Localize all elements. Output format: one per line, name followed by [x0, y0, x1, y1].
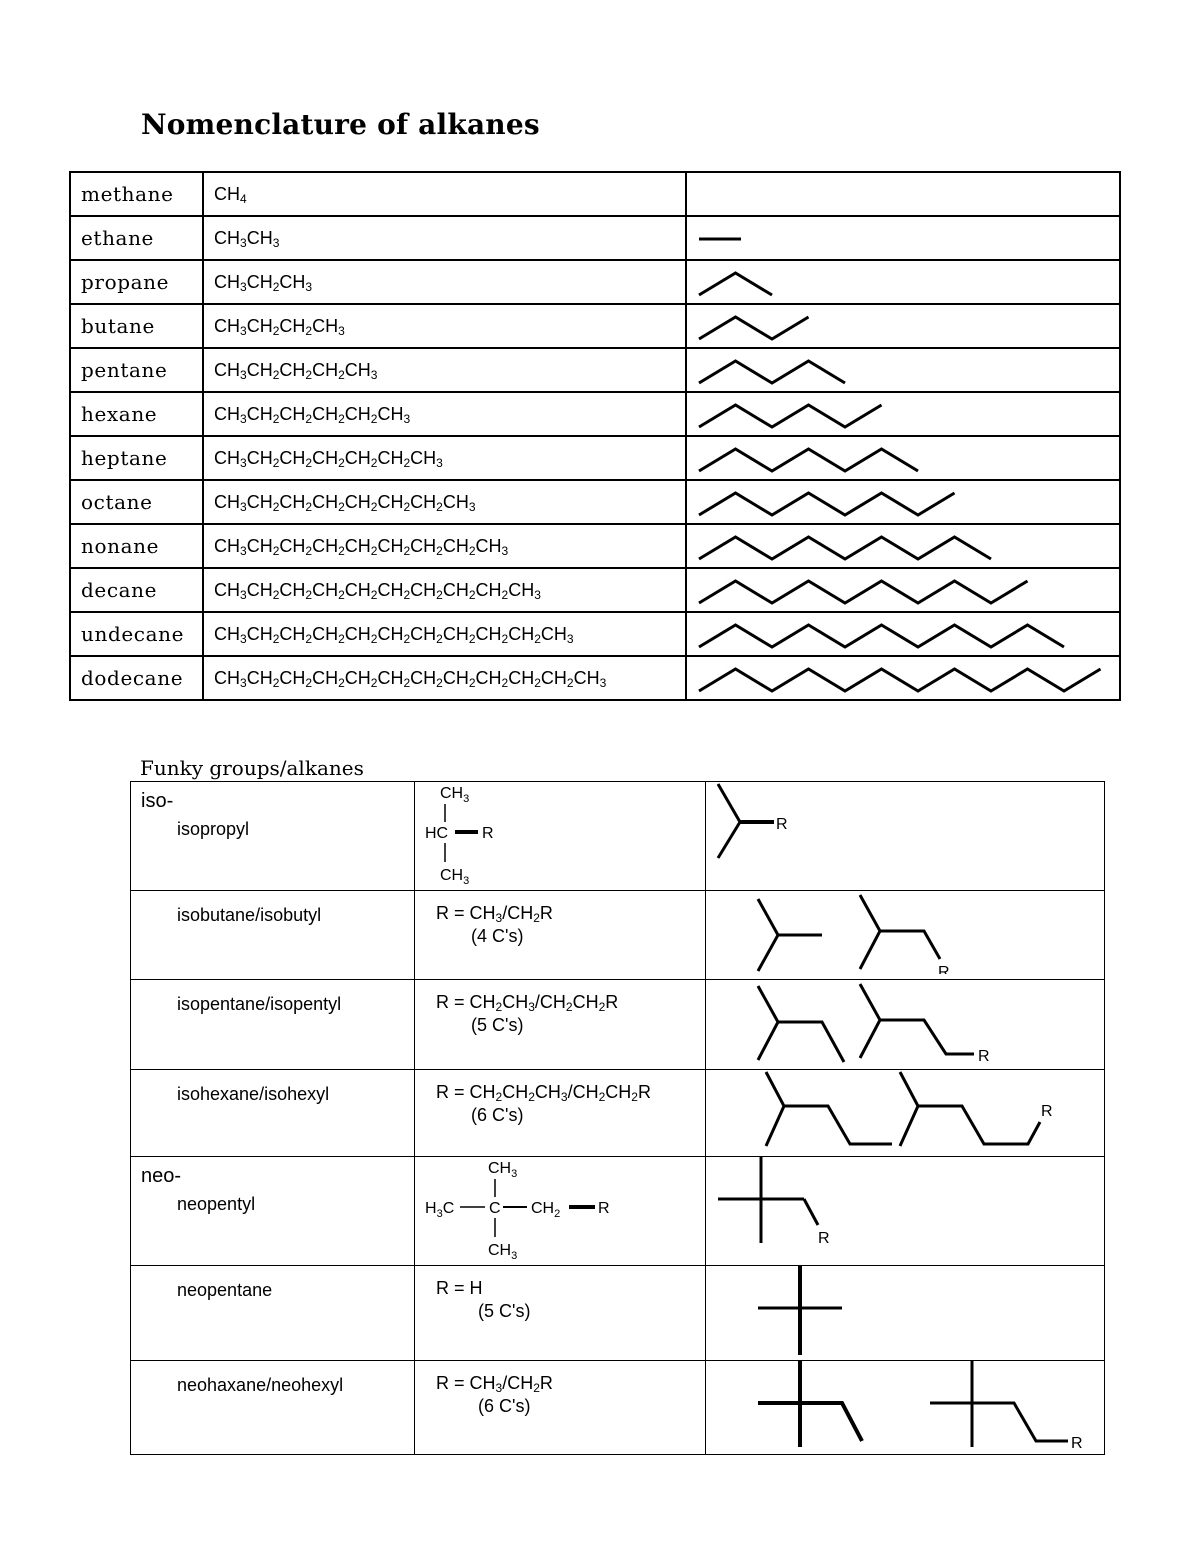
bond-line	[860, 984, 880, 1058]
skeletal-structure-cell	[686, 172, 1120, 216]
table-row	[131, 891, 1105, 980]
skeletal-structure	[687, 437, 1119, 479]
skeletal-structure	[687, 657, 1119, 699]
alkane-name: octane	[70, 480, 203, 524]
table-row	[131, 1361, 1105, 1455]
bond-line	[758, 986, 778, 1060]
skeletal-structure	[687, 613, 1119, 655]
skeletal-structure	[687, 481, 1119, 523]
skeletal-structure	[687, 393, 1119, 435]
skeletal-structure	[687, 261, 1119, 303]
condensed-formula: $CH_3CH_2CH_2CH_2CH_2CH_2CH_2CH_2CH_2CH_2CH_2CH_3$	[203, 656, 686, 700]
skeletal-structure	[687, 525, 1119, 567]
carbon-count: (4 C's)	[471, 926, 524, 946]
condensed-formula: $CH_3CH_2CH_2CH_2CH_2CH_2CH_2CH_2CH_2CH_3$	[203, 568, 686, 612]
page-title: Nomenclature of alkanes	[141, 108, 540, 141]
skeletal-structure	[687, 569, 1119, 611]
alkane-table	[69, 171, 1121, 701]
r-formula: $R = CH_3/CH_2R$	[436, 1373, 553, 1395]
row-name: isopentane/isopentyl	[177, 994, 342, 1014]
bond-line	[758, 1403, 862, 1441]
hc-label: HC	[425, 825, 449, 842]
condensed-formula: $CH_3CH_2CH_2CH_2CH_2CH_2CH_3$	[203, 436, 686, 480]
row-name: isohexane/isohexyl	[177, 1084, 330, 1104]
r-label: R	[938, 964, 950, 974]
alkane-name: pentane	[70, 348, 203, 392]
neopentane-skeletal	[706, 1266, 1104, 1355]
neopentyl-condensed-structure	[415, 1157, 705, 1260]
skeletal-structure-cell	[686, 524, 1120, 568]
skeletal-structure	[687, 349, 1119, 391]
ch3-label: $CH_3$	[440, 867, 470, 885]
alkane-name: heptane	[70, 436, 203, 480]
carbon-count: (5 C's)	[478, 1301, 531, 1321]
row-name: neopentyl	[177, 1194, 256, 1214]
row-name: isobutane/isobutyl	[177, 905, 322, 925]
skeletal-structure-cell	[686, 656, 1120, 700]
skeletal-structure-cell	[686, 568, 1120, 612]
alkane-name: methane	[70, 172, 203, 216]
table-row	[131, 980, 1105, 1070]
r-label: R	[1041, 1103, 1053, 1120]
skeletal-structure-cell	[686, 260, 1120, 304]
bond-line	[918, 1106, 1040, 1144]
group-name-cell	[131, 782, 415, 891]
skeletal-structure-cell	[686, 304, 1120, 348]
skeletal-structure	[687, 305, 1119, 347]
table-row	[70, 392, 1120, 436]
condensed-formula: $CH_3CH_2CH_2CH_2CH_3$	[203, 348, 686, 392]
neopentyl-skeletal	[706, 1157, 1104, 1260]
r-formula: R = H	[436, 1278, 483, 1298]
isohexane-isohexyl-skeletal	[706, 1070, 1104, 1151]
condensed-formula: $CH_3CH_2CH_2CH_2CH_2CH_3$	[203, 392, 686, 436]
ch3-label: $CH_3$	[488, 1160, 518, 1180]
row-name: neopentane	[177, 1280, 273, 1300]
table-row	[70, 656, 1120, 700]
h3c-label: $H_3C$	[425, 1200, 455, 1220]
structure-cell	[415, 782, 706, 891]
carbon-chain-line	[699, 405, 882, 427]
carbon-chain-line	[699, 493, 955, 515]
ch2-label: $CH_2$	[531, 1200, 561, 1220]
isobutane-isobutyl-skeletal	[706, 891, 1104, 974]
condensed-formula: $CH_3CH_2CH_2CH_2CH_2CH_2CH_2CH_2CH_2CH_2CH_3$	[203, 612, 686, 656]
skeletal-structure-cell	[686, 348, 1120, 392]
carbon-chain-line	[699, 669, 1101, 691]
table-row	[70, 348, 1120, 392]
condensed-formula: $CH_3CH_2CH_3$	[203, 260, 686, 304]
table-row	[70, 480, 1120, 524]
carbon-chain-line	[699, 449, 918, 471]
skeletal-structure-cell	[686, 216, 1120, 260]
skeletal-structure-cell	[686, 612, 1120, 656]
carbon-count: (6 C's)	[478, 1396, 531, 1416]
neohexane-neohexyl-skeletal	[706, 1361, 1104, 1449]
r-formula: $R = CH_2CH_3/CH_2CH_2R$	[436, 992, 619, 1014]
condensed-formula: $CH_3CH_2CH_2CH_2CH_2CH_2CH_2CH_3$	[203, 480, 686, 524]
table-row	[70, 304, 1120, 348]
carbon-chain-line	[699, 581, 1028, 603]
table-row	[70, 436, 1120, 480]
table-row	[70, 568, 1120, 612]
alkane-name: dodecane	[70, 656, 203, 700]
alkane-name: undecane	[70, 612, 203, 656]
r-label: R	[598, 1200, 610, 1217]
r-label: R	[482, 825, 494, 842]
bond-line	[860, 895, 880, 969]
table-row	[70, 612, 1120, 656]
carbon-count: (5 C's)	[471, 1015, 524, 1035]
condensed-formula: $CH_3CH_3$	[203, 216, 686, 260]
bond-line	[778, 1022, 844, 1062]
alkane-name: butane	[70, 304, 203, 348]
skeletal-cell	[706, 782, 1105, 891]
r-label: R	[818, 1230, 830, 1247]
r-label: R	[776, 816, 788, 833]
table-row	[70, 260, 1120, 304]
bond-line	[880, 1020, 974, 1054]
r-formula: $R = CH_2CH_2CH_3/CH_2CH_2R$	[436, 1082, 651, 1104]
alkane-name: decane	[70, 568, 203, 612]
c-label: C	[489, 1200, 501, 1217]
bond-line	[766, 1072, 784, 1146]
table-row	[131, 1157, 1105, 1266]
isopropyl-skeletal	[706, 782, 1104, 885]
carbon-count: (6 C's)	[471, 1105, 524, 1125]
condensed-formula: $CH_3CH_2CH_2CH_3$	[203, 304, 686, 348]
table-row	[70, 216, 1120, 260]
alkane-name: nonane	[70, 524, 203, 568]
carbon-chain-line	[699, 361, 845, 383]
skeletal-structure-cell	[686, 392, 1120, 436]
row-name: isopropyl	[177, 819, 250, 839]
bond-line	[880, 931, 940, 959]
carbon-chain-line	[699, 317, 809, 339]
alkane-name: ethane	[70, 216, 203, 260]
iso-prefix-label: iso-	[141, 790, 174, 812]
skeletal-structure	[687, 173, 1119, 215]
neo-prefix-label: neo-	[141, 1165, 182, 1187]
funky-groups-table	[130, 781, 1105, 1455]
skeletal-structure-cell	[686, 436, 1120, 480]
ch3-label: $CH_3$	[440, 785, 470, 805]
carbon-chain-line	[699, 625, 1064, 647]
condensed-formula: $CH_3CH_2CH_2CH_2CH_2CH_2CH_2CH_2CH_3$	[203, 524, 686, 568]
bond-line	[804, 1199, 818, 1225]
carbon-chain-line	[699, 273, 772, 295]
carbon-chain-line	[699, 537, 991, 559]
r-label: R	[1071, 1435, 1083, 1449]
bond-line	[718, 784, 740, 858]
r-formula: $R = CH_3/CH_2R$	[436, 903, 553, 925]
row-name: neohaxane/neohexyl	[177, 1375, 344, 1395]
condensed-formula: $CH_4$	[203, 172, 686, 216]
table-row	[70, 172, 1120, 216]
r-label: R	[978, 1048, 990, 1064]
table-row	[70, 524, 1120, 568]
isopentane-isopentyl-skeletal	[706, 980, 1104, 1064]
alkane-name: propane	[70, 260, 203, 304]
isopropyl-condensed-structure	[415, 782, 705, 885]
bond-line	[784, 1106, 892, 1144]
bond-line	[930, 1403, 1068, 1441]
alkane-name: hexane	[70, 392, 203, 436]
funky-groups-heading: Funky groups/alkanes	[140, 756, 364, 780]
skeletal-structure	[687, 217, 1119, 259]
table-row	[131, 782, 1105, 891]
ch3-label: $CH_3$	[488, 1242, 518, 1260]
skeletal-structure-cell	[686, 480, 1120, 524]
bond-line	[758, 899, 778, 971]
table-row	[131, 1266, 1105, 1361]
bond-line	[900, 1072, 918, 1146]
table-row	[131, 1070, 1105, 1157]
